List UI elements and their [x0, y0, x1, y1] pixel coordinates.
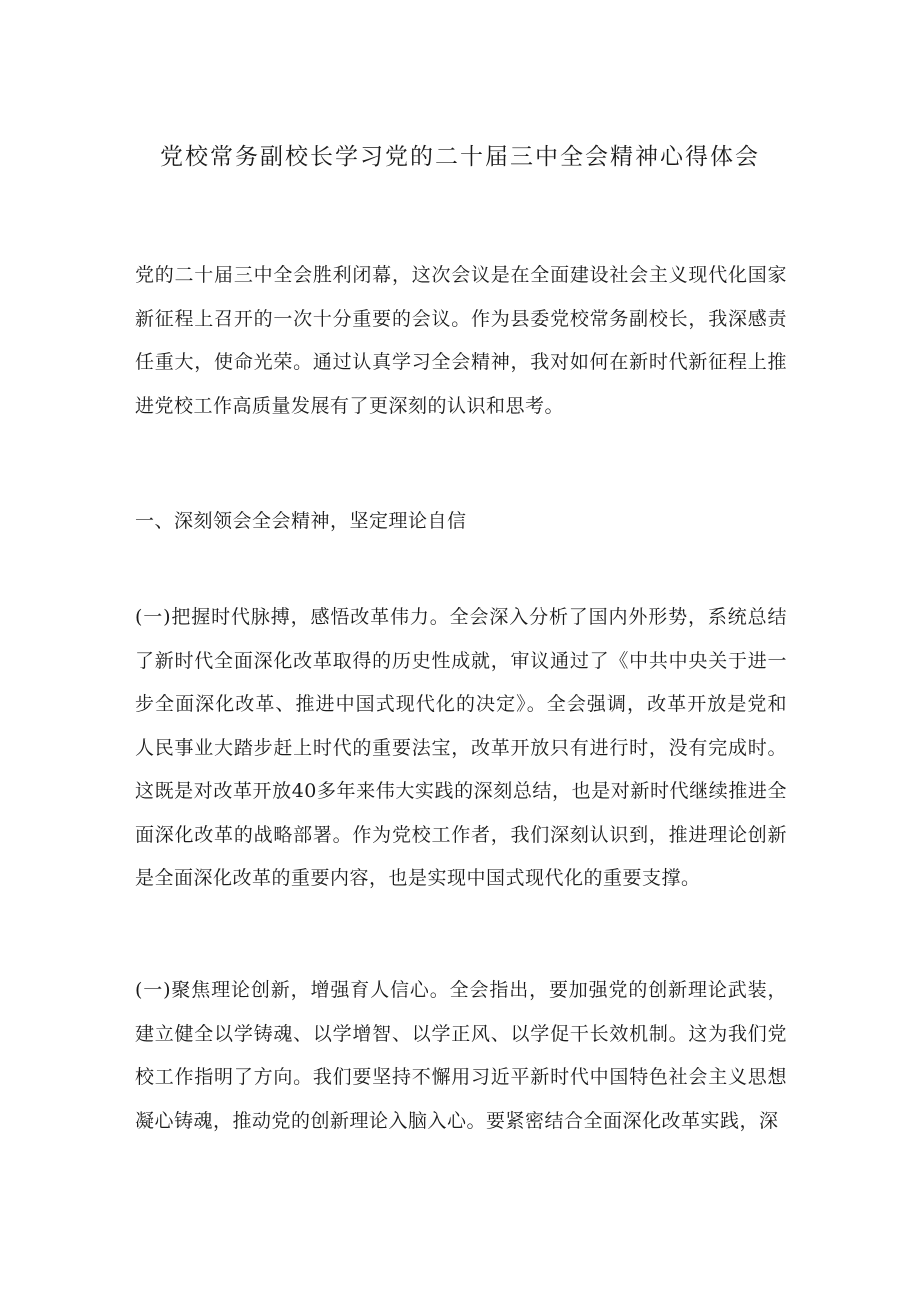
subsection-paragraph-1: (一)把握时代脉搏，感悟改革伟力。全会深入分析了国内外形势，系统总结了新时代全面深化改革取得的历史性成就，审议通过了《中共中央关于进一步全面深化改革、推进中国式现代化的决定》。全会强调，改革开放是党和人民事业大踏步赶上时代的重要法宝，改革开放只有进行时，没有完成时。这既是对改革开放40多年来伟大实践的深刻总结，也是对新时代继续推进全面深化改革的战略部署。作为党校工作者，我们深刻认识到，推进理论创新是全面深化改革的重要内容，也是实现中国式现代化的重要支撑。 — [135, 606, 787, 889]
section-heading: 一、深刻领会全会精神，坚定理论自信 — [135, 510, 467, 532]
document-title: 党校常务副校长学习党的二十届三中全会精神心得体会 — [160, 144, 760, 170]
subsection-paragraph-2: (一)聚焦理论创新，增强育人信心。全会指出，要加强党的创新理论武装，建立健全以学铸魂、以学增智、以学正风、以学促干长效机制。这为我们党校工作指明了方向。我们要坚持不懈用习近平新时代中国特色社会主义思想凝心铸魂，推动党的创新理论入脑入心。要紧密结合全面深化改革实践，深 — [135, 979, 787, 1132]
intro-paragraph: 党的二十届三中全会胜利闭幕，这次会议是在全面建设社会主义现代化国家新征程上召开的一次十分重要的会议。作为县委党校常务副校长，我深感责任重大，使命光荣。通过认真学习全会精神，我对如何在新时代新征程上推进党校工作高质量发展有了更深刻的认识和思考。 — [135, 264, 787, 417]
